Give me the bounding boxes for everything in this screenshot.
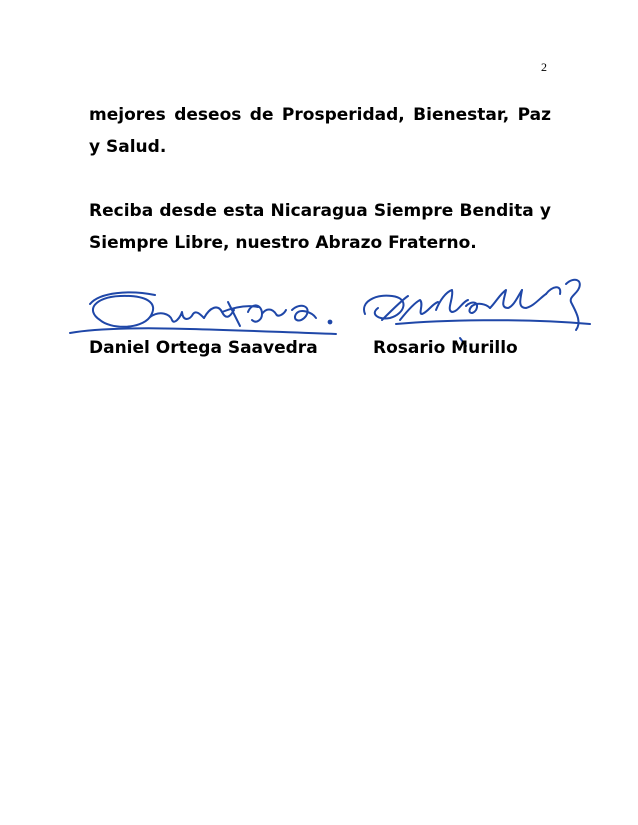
closing-wishes-paragraph: mejores deseos de Prosperidad, Bienestar, Paz y Salud. <box>89 105 551 157</box>
signature-rosario-murillo <box>364 280 590 346</box>
signature-daniel-ortega-saavedra <box>70 292 336 334</box>
signature-block <box>0 262 638 372</box>
fraternal-embrace-paragraph: Reciba desde esta Nicaragua Siempre Bendita y Siempre Libre, nuestro Abrazo Fraterno. <box>89 201 551 253</box>
signatory-name: Daniel Ortega Saavedra <box>89 338 318 358</box>
signatory-name: Rosario Murillo <box>373 338 518 358</box>
page-number: 2 <box>541 60 547 74</box>
